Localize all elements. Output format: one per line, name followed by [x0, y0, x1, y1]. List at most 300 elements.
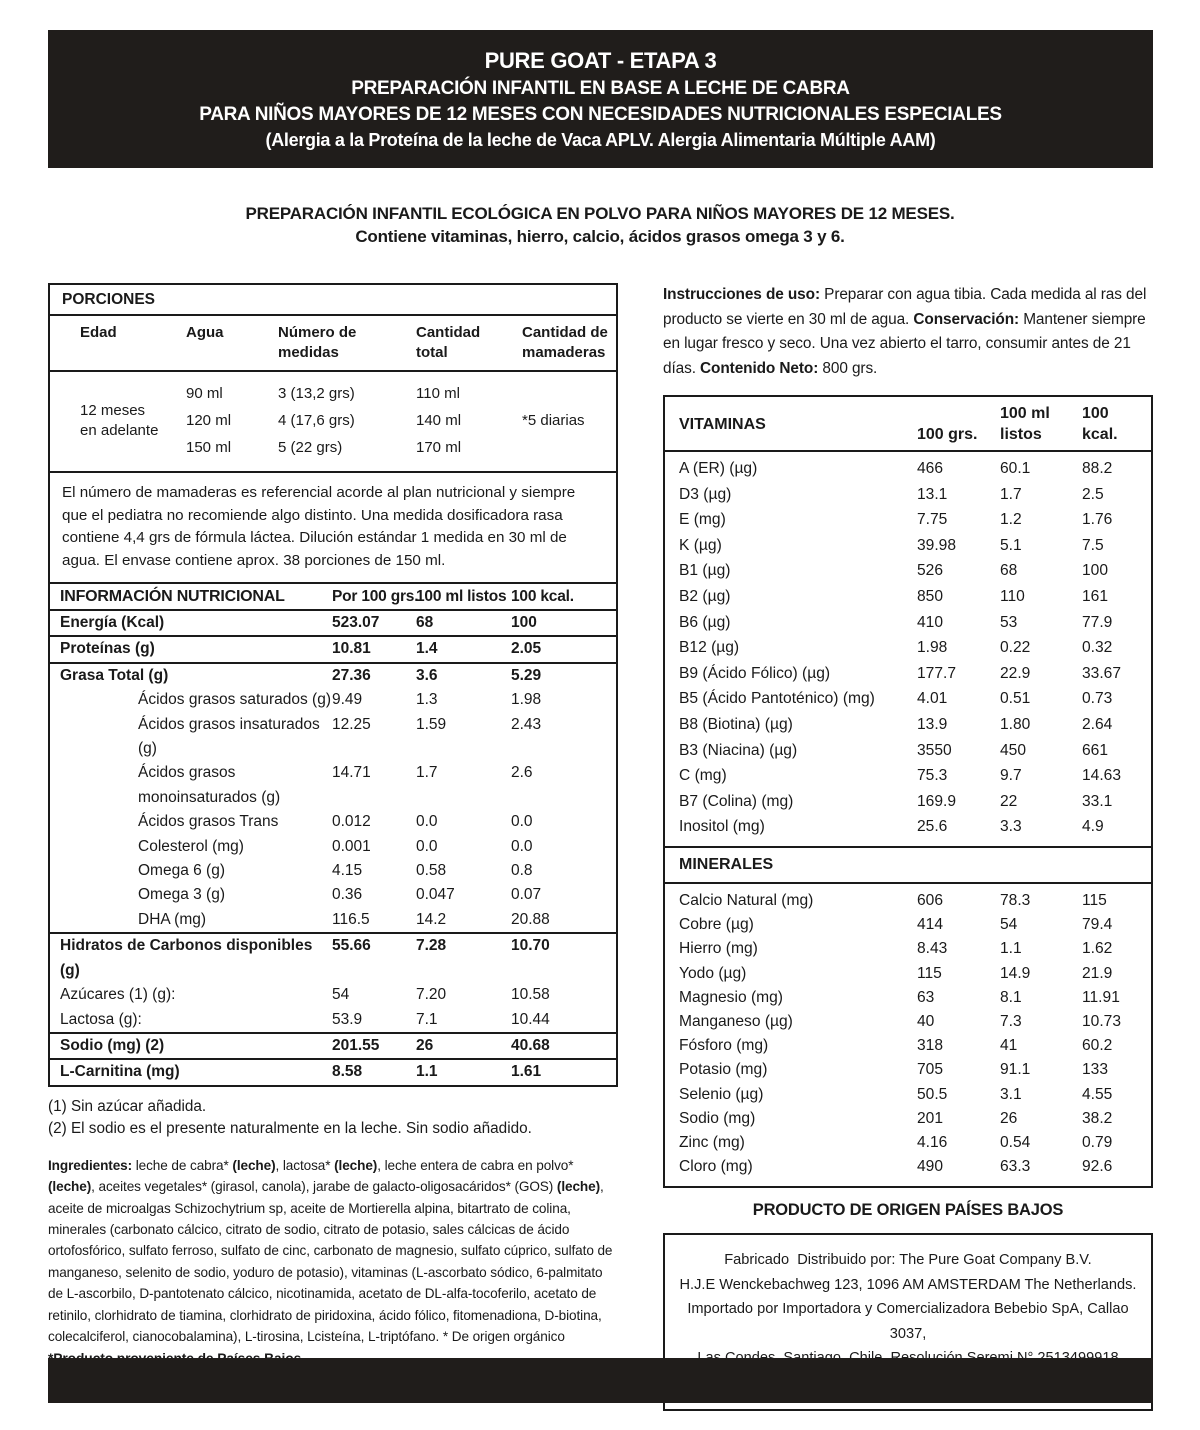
- cell-value: 7.28: [416, 937, 447, 955]
- table-row: [50, 688, 616, 712]
- product-title: PURE GOAT - ETAPA 3: [484, 47, 717, 73]
- text-line: Fabricado Distribuido por: The Pure Goat Company B.V.: [724, 1252, 1092, 1269]
- table-row: [665, 763, 1151, 789]
- cell-value: 318: [917, 1037, 944, 1055]
- cell-value: 9.7: [1000, 767, 1022, 785]
- table-row: [665, 1010, 1151, 1034]
- cell-value: 2.05: [511, 640, 542, 658]
- cell-value: 414: [917, 916, 944, 934]
- table-row: [50, 1032, 616, 1058]
- subtitle-line-2: Contiene vitaminas, hierro, calcio, ácidos grasos omega 3 y 6.: [355, 227, 845, 246]
- cell-value: 68: [1000, 562, 1018, 580]
- vitamins-table: [663, 395, 1153, 1188]
- cell-mamaderas: [522, 411, 612, 431]
- text-line: 150 ml: [186, 439, 232, 456]
- cell-value: 466: [917, 460, 944, 477]
- cell-label: Manganeso (µg): [679, 1012, 793, 1030]
- text-segment: Mantener siempre en lugar fresco y seco. Una vez abierto el tarro, consumir antes de 21 días.: [663, 310, 1146, 377]
- subtitle-line-1: PREPARACIÓN INFANTIL ECOLÓGICA EN POLVO PARA NIÑOS MAYORES DE 12 MESES.: [245, 204, 955, 223]
- cell-value: 13.9: [917, 715, 948, 733]
- cell-value: 0.001: [332, 837, 371, 855]
- origin-heading: PRODUCTO DE ORIGEN PAÍSES BAJOS: [752, 1201, 1064, 1220]
- vitamins-title: VITAMINAS: [679, 415, 766, 433]
- cell-value: 1.80: [1000, 715, 1031, 733]
- cell-value: 7.5: [1082, 536, 1104, 554]
- cell-value: 92.6: [1082, 1158, 1113, 1176]
- text-segment: Contenido Neto:: [700, 359, 823, 377]
- cell-value: 7.20: [416, 986, 447, 1004]
- table-row: [665, 738, 1151, 764]
- vitamins-rows: [665, 452, 1151, 846]
- cell-label: Potasio (mg): [679, 1061, 768, 1079]
- text-line: Edad: [80, 324, 117, 341]
- col-header-total: [416, 323, 522, 363]
- text-segment: , aceite de microalgas Schizochytrium sp, aceite de Mortierella alpina, bitartrato de colina, minerales (carbonato cálcico, citrato de sodio, citrato de potasio, sales cálcicas de ácido ortofosfórico, sulfato ferroso, sulfato de cinc, carbonato de magnesio, sulfato cúprico, sulfato de manganeso, selenito de sodio, yoduro de potasio), vitaminas (L-ascorbato sódico, 6-palmitato de L-ascorbilo, D-pantotenato cálcico, nicotinamida, acetato de DL-alfa-tocoferilo, acetato de retinilo, clorhidrato de tiamina, clorhidrato de piridoxina, ácido fólico, fitomenadiona, D-biotina, colecalciferol, cianocobalamina), L-tirosina, Lcisteína, L-triptófano. * De origen orgánico: [48, 1179, 613, 1344]
- table-row: [50, 859, 616, 883]
- cell-label: Zinc (mg): [679, 1133, 745, 1151]
- cell-value: 78.3: [1000, 891, 1031, 909]
- cell-label: B1 (µg): [679, 562, 731, 580]
- text-line: *5 diarias: [522, 411, 585, 429]
- table-row: [50, 1008, 616, 1032]
- cell-value: 60.1: [1000, 460, 1031, 477]
- cell-value: 490: [917, 1158, 944, 1176]
- table-row: [50, 1058, 616, 1084]
- minerals-title: MINERALES: [665, 846, 1151, 884]
- cell-value: 5.1: [1000, 536, 1022, 554]
- text-segment: (leche): [556, 1179, 601, 1195]
- text-segment: Conservación:: [913, 310, 1024, 328]
- cell-label: Ácidos grasos monoinsaturados (g): [138, 764, 281, 806]
- cell-label: Ácidos grasos Trans: [138, 813, 279, 831]
- cell-value: 13.1: [917, 485, 948, 503]
- banner-allergy-note: (Alergia a la Proteína de la leche de Vaca APLV. Alergia Alimentaria Múltiple AAM): [265, 129, 936, 150]
- cell-value: 4.15: [332, 862, 363, 880]
- cell-value: 1.59: [416, 715, 447, 733]
- cell-label: B8 (Biotina) (µg): [679, 715, 793, 733]
- cell-value: 0.36: [332, 886, 363, 904]
- cell-value: 0.32: [1082, 639, 1113, 657]
- table-row: [50, 908, 616, 932]
- col-header-100grs: [917, 424, 1000, 445]
- cell-value: 14.63: [1082, 767, 1122, 785]
- cell-value: 3.6: [416, 666, 438, 684]
- text-segment: Preparar con agua tibia. Cada medida al ras del producto se vierte en 30 ml de agua.: [663, 286, 1147, 328]
- cell-value: 2.43: [511, 715, 542, 733]
- cell-value: 1.3: [416, 691, 438, 709]
- cell-value: 2.5: [1082, 485, 1104, 503]
- cell-label: Omega 3 (g): [138, 886, 226, 904]
- cell-value: 22: [1000, 792, 1018, 810]
- cell-value: 14.71: [332, 764, 371, 782]
- text-line: (1) Sin azúcar añadida.: [48, 1097, 207, 1115]
- cell-value: 116.5: [332, 910, 370, 928]
- cell-value: 0.0: [511, 813, 533, 831]
- porciones-title: PORCIONES: [50, 285, 616, 316]
- cell-value: 8.1: [1000, 988, 1022, 1006]
- text-line: 12 meses: [80, 401, 146, 419]
- table-row: [665, 1131, 1151, 1155]
- text-segment: , lactosa*: [275, 1157, 335, 1173]
- cell-value: 8.58: [332, 1063, 363, 1081]
- text-segment: (leche): [334, 1157, 378, 1173]
- cell-label: Omega 6 (g): [138, 862, 226, 880]
- cell-value: 33.1: [1082, 792, 1113, 810]
- cell-value: 1.98: [511, 691, 542, 709]
- cell-value: 7.75: [917, 511, 948, 529]
- cell-value: 9.49: [332, 691, 363, 709]
- cell-label: B7 (Colina) (mg): [679, 792, 794, 810]
- cell-value: 40.68: [511, 1036, 550, 1054]
- text-line: 5 (22 grs): [278, 439, 343, 456]
- cell-value: 39.98: [917, 536, 957, 554]
- cell-value: 2.6: [511, 764, 533, 782]
- cell-value: 21.9: [1082, 964, 1113, 982]
- cell-value: 77.9: [1082, 613, 1113, 631]
- table-row: [50, 983, 616, 1007]
- cell-value: 0.73: [1082, 690, 1113, 708]
- cell-value: 1.62: [1082, 940, 1113, 958]
- table-row: [50, 810, 616, 834]
- footer-bar: [48, 1358, 1153, 1403]
- porciones-table: [48, 283, 618, 473]
- col-header-mamaderas: [522, 323, 612, 363]
- col-header-100grs: Por 100 grs.: [332, 588, 419, 605]
- cell-edad: [80, 401, 186, 441]
- cell-value: 79.4: [1082, 916, 1113, 934]
- col-header-100kcal: [1082, 403, 1151, 445]
- cell-label: B12 (µg): [679, 639, 740, 657]
- cell-value: 450: [1000, 741, 1027, 759]
- text-line: listos: [1000, 426, 1042, 443]
- table-row: [665, 789, 1151, 815]
- table-row: [50, 662, 616, 688]
- cell-value: 50.5: [917, 1085, 948, 1103]
- cell-value: 2.64: [1082, 715, 1113, 733]
- text-line: 110 ml: [416, 385, 460, 402]
- col-header-edad: [80, 323, 186, 363]
- cell-label: Hidratos de Carbonos disponibles (g): [60, 937, 313, 979]
- cell-label: C (mg): [679, 767, 727, 785]
- cell-value: 4.9: [1082, 818, 1104, 836]
- cell-label: Inositol (mg): [679, 818, 765, 836]
- porciones-note: El número de mamaderas es referencial acorde al plan nutricional y siempre que el pediatra no recomiende algo distinto. Una medida dosificadora rasa contiene 4,4 grs de fórmula láctea. Dilución estándar 1 medida en 30 ml de agua. El envase contiene aprox. 38 porciones de 150 ml.: [48, 471, 618, 584]
- cell-value: 201: [917, 1109, 944, 1127]
- table-row: [50, 761, 616, 810]
- cell-label: Sodio (mg) (2): [60, 1036, 165, 1054]
- cell-value: 10.81: [332, 640, 371, 658]
- nutrition-title: INFORMACIÓN NUTRICIONAL: [60, 588, 285, 605]
- cell-value: 606: [917, 891, 944, 909]
- cell-label: Cloro (mg): [679, 1158, 753, 1176]
- col-header-agua: [186, 323, 278, 363]
- cell-value: 53.9: [332, 1010, 363, 1028]
- text-segment: (leche): [232, 1157, 276, 1173]
- left-column: [48, 283, 618, 1370]
- cell-value: 10.44: [511, 1010, 550, 1028]
- cell-value: 115: [917, 964, 942, 982]
- cell-value: 63: [917, 988, 935, 1006]
- ingredients-text: [48, 1158, 612, 1344]
- cell-value: 63.3: [1000, 1158, 1031, 1176]
- table-row: [665, 1107, 1151, 1131]
- cell-value: 705: [917, 1061, 944, 1079]
- col-header-100kcal: 100 kcal.: [511, 588, 574, 605]
- right-column: [663, 283, 1153, 1411]
- nutrition-rows: [50, 611, 616, 1085]
- banner-subtitle-2: PARA NIÑOS MAYORES DE 12 MESES CON NECESIDADES NUTRICIONALES ESPECIALES: [199, 103, 1002, 125]
- cell-value: 22.9: [1000, 664, 1031, 682]
- cell-value: 1.98: [917, 639, 948, 657]
- table-row: [50, 635, 616, 661]
- table-row: [50, 932, 616, 983]
- cell-label: D3 (µg): [679, 485, 732, 503]
- cell-value: 177.7: [917, 664, 957, 682]
- cell-value: 523.07: [332, 614, 380, 631]
- cell-value: 10.73: [1082, 1012, 1122, 1030]
- cell-value: 0.58: [416, 862, 447, 880]
- cell-label: Magnesio (mg): [679, 988, 783, 1006]
- cell-label: Yodo (µg): [679, 964, 747, 982]
- cell-value: 14.9: [1000, 964, 1031, 982]
- text-line: 140 ml: [416, 412, 462, 429]
- cell-agua: [186, 380, 278, 461]
- nutrition-table: [48, 582, 618, 1087]
- table-row: [665, 1083, 1151, 1107]
- cell-value: 33.67: [1082, 664, 1122, 682]
- banner-subtitle-1: PREPARACIÓN INFANTIL EN BASE A LECHE DE CABRA: [351, 77, 850, 99]
- cell-value: 0.54: [1000, 1133, 1031, 1151]
- cell-label: Cobre (µg): [679, 916, 754, 934]
- cell-label: Hierro (mg): [679, 940, 758, 958]
- text-segment: Instrucciones de uso:: [663, 286, 825, 303]
- text-line: Cantidad de: [522, 324, 608, 341]
- cell-label: Lactosa (g):: [60, 1010, 142, 1028]
- cell-value: 7.1: [416, 1010, 438, 1028]
- cell-label: Energía (Kcal): [60, 614, 165, 631]
- cell-value: 0.07: [511, 886, 542, 904]
- cell-value: 11.91: [1082, 988, 1120, 1006]
- table-row: [665, 712, 1151, 738]
- cell-value: 26: [416, 1036, 434, 1054]
- cell-value: 12.25: [332, 715, 371, 733]
- cell-value: 4.01: [917, 690, 948, 708]
- cell-value: 0.22: [1000, 639, 1031, 657]
- cell-value: 161: [1082, 587, 1109, 605]
- text-segment: 800 grs.: [822, 359, 878, 377]
- cell-value: 75.3: [917, 767, 948, 785]
- usage-instructions: [663, 283, 1151, 381]
- cell-label: B9 (Ácido Fólico) (µg): [679, 664, 831, 682]
- table-row: [665, 913, 1151, 937]
- text-segment: leche de cabra*: [135, 1157, 233, 1173]
- table-row: [665, 937, 1151, 961]
- cell-label: B2 (µg): [679, 587, 731, 605]
- table-row: [50, 883, 616, 907]
- cell-value: 110: [1000, 587, 1025, 605]
- cell-value: 100: [1082, 562, 1109, 580]
- cell-label: Selenio (µg): [679, 1085, 764, 1103]
- cell-value: 54: [1000, 916, 1018, 934]
- table-row: [665, 507, 1151, 533]
- text-line: Agua: [186, 324, 224, 341]
- cell-value: 4.16: [917, 1133, 948, 1151]
- cell-value: 201.55: [332, 1036, 380, 1054]
- cell-value: 3550: [917, 741, 952, 759]
- cell-value: 0.0: [416, 837, 438, 855]
- text-line: 100 ml: [1000, 405, 1050, 422]
- col-header-100ml: 100 ml listos: [416, 588, 507, 605]
- text-line: 90 ml: [186, 385, 223, 402]
- cell-value: 0.51: [1000, 690, 1031, 708]
- cell-value: 526: [917, 562, 944, 580]
- col-header-100ml-listos: [1000, 403, 1082, 445]
- cell-label: Fósforo (mg): [679, 1037, 769, 1055]
- cell-value: 27.36: [332, 666, 371, 684]
- cell-value: 1.1: [1000, 940, 1022, 958]
- cell-value: 14.2: [416, 910, 447, 928]
- cell-value: 0.012: [332, 813, 371, 831]
- cell-label: Proteínas (g): [60, 640, 155, 658]
- table-row: [665, 456, 1151, 482]
- text-line: medidas: [278, 344, 339, 361]
- cell-label: Azúcares (1) (g):: [60, 986, 176, 1004]
- cell-value: 55.66: [332, 937, 371, 955]
- cell-label: Sodio (mg): [679, 1109, 756, 1127]
- cell-label: Ácidos grasos saturados (g): [138, 691, 331, 709]
- table-row: [50, 611, 616, 635]
- table-row: [665, 482, 1151, 508]
- cell-value: 7.3: [1000, 1012, 1022, 1030]
- cell-value: 0.047: [416, 886, 455, 904]
- cell-label: B6 (µg): [679, 613, 731, 631]
- cell-value: 20.88: [511, 910, 550, 928]
- table-row: [665, 610, 1151, 636]
- text-line: 100: [1082, 405, 1109, 422]
- cell-value: 3.3: [1000, 818, 1022, 836]
- cell-value: 0.79: [1082, 1133, 1113, 1151]
- cell-value: 1.61: [511, 1063, 542, 1081]
- cell-label: DHA (mg): [138, 910, 207, 928]
- cell-value: 169.9: [917, 792, 957, 810]
- cell-value: 5.29: [511, 666, 542, 684]
- cell-value: 41: [1000, 1037, 1018, 1055]
- cell-value: 10.70: [511, 937, 550, 955]
- text-line: Número de: [278, 324, 357, 341]
- cell-label: Colesterol (mg): [138, 837, 244, 855]
- minerals-rows: [665, 884, 1151, 1186]
- text-line: Cantidad: [416, 324, 481, 341]
- cell-label: Calcio Natural (mg): [679, 891, 814, 909]
- cell-value: 54: [332, 986, 350, 1004]
- cell-value: 38.2: [1082, 1109, 1113, 1127]
- porciones-data-row: [50, 372, 616, 471]
- cell-value: 0.0: [416, 813, 438, 831]
- cell-value: 661: [1082, 741, 1109, 759]
- cell-value: 850: [917, 587, 944, 605]
- text-line: en adelante: [80, 421, 159, 439]
- cell-value: 115: [1082, 891, 1107, 909]
- text-line: total: [416, 344, 448, 361]
- porciones-header-row: [50, 316, 616, 372]
- cell-value: 40: [917, 1012, 935, 1030]
- ingredients-paragraph: [48, 1155, 618, 1370]
- text-segment: , leche entera de cabra en polvo*: [377, 1157, 574, 1173]
- vitamins-header-row: [665, 397, 1151, 452]
- text-segment: (leche): [48, 1179, 92, 1195]
- cell-value: 25.6: [917, 818, 948, 836]
- nutrition-footnotes: [48, 1096, 618, 1140]
- text-line: mamaderas: [522, 344, 606, 361]
- cell-label: B5 (Ácido Pantoténico) (mg): [679, 690, 875, 708]
- cell-value: 88.2: [1082, 460, 1113, 477]
- cell-label: E (mg): [679, 511, 726, 529]
- table-row: [665, 1058, 1151, 1082]
- cell-value: 1.76: [1082, 511, 1113, 529]
- text-line: H.J.E Wenckebachweg 123, 1096 AM AMSTERDAM The Netherlands.: [679, 1276, 1137, 1293]
- text-line: 170 ml: [416, 439, 462, 456]
- cell-medidas: [278, 380, 416, 461]
- cell-value: 4.55: [1082, 1085, 1113, 1103]
- product-banner: [48, 30, 1153, 168]
- nutrition-header-row: [50, 584, 616, 611]
- table-row: [665, 889, 1151, 913]
- text-segment: , aceites vegetales* (girasol, canola), jarabe de galacto-oligosacáridos* (GOS): [91, 1179, 557, 1195]
- cell-value: 1.7: [1000, 485, 1022, 503]
- cell-label: A (ER) (µg): [679, 460, 758, 477]
- text-line: (2) El sodio es el presente naturalmente en la leche. Sin sodio añadido.: [48, 1119, 532, 1137]
- table-row: [50, 713, 616, 762]
- cell-value: 3.1: [1000, 1085, 1022, 1103]
- cell-value: 8.43: [917, 940, 948, 958]
- text-line: 3 (13,2 grs): [278, 385, 355, 402]
- text-line: 4 (17,6 grs): [278, 412, 355, 429]
- table-row: [665, 986, 1151, 1010]
- table-row: [665, 686, 1151, 712]
- cell-value: 0.0: [511, 837, 533, 855]
- cell-value: 1.4: [416, 640, 438, 658]
- text-segment: Ingredientes:: [48, 1157, 136, 1173]
- cell-value: 0.8: [511, 862, 533, 880]
- cell-value: 1.1: [416, 1063, 438, 1081]
- cell-value: 410: [917, 613, 944, 631]
- table-row: [665, 635, 1151, 661]
- table-row: [665, 962, 1151, 986]
- cell-label: K (µg): [679, 536, 722, 554]
- text-line: kcal.: [1082, 426, 1118, 443]
- cell-total: [416, 380, 522, 461]
- table-row: [665, 1155, 1151, 1179]
- cell-value: 100: [511, 614, 537, 631]
- table-row: [665, 584, 1151, 610]
- cell-label: L-Carnitina (mg): [60, 1063, 180, 1081]
- cell-value: 91.1: [1000, 1061, 1031, 1079]
- text-line: 120 ml: [186, 412, 232, 429]
- text-line: 100 grs.: [917, 426, 978, 443]
- text-line: Importado por Importadora y Comercializadora Bebebio SpA, Callao 3037,: [687, 1301, 1133, 1342]
- cell-value: 68: [416, 614, 434, 631]
- cell-value: 133: [1082, 1061, 1109, 1079]
- cell-value: 26: [1000, 1109, 1018, 1127]
- cell-value: 60.2: [1082, 1037, 1113, 1055]
- table-row: [665, 558, 1151, 584]
- table-row: [665, 533, 1151, 559]
- table-row: [665, 661, 1151, 687]
- cell-value: 53: [1000, 613, 1018, 631]
- table-row: [50, 835, 616, 859]
- cell-label: B3 (Niacina) (µg): [679, 741, 798, 759]
- cell-label: Grasa Total (g): [60, 666, 169, 684]
